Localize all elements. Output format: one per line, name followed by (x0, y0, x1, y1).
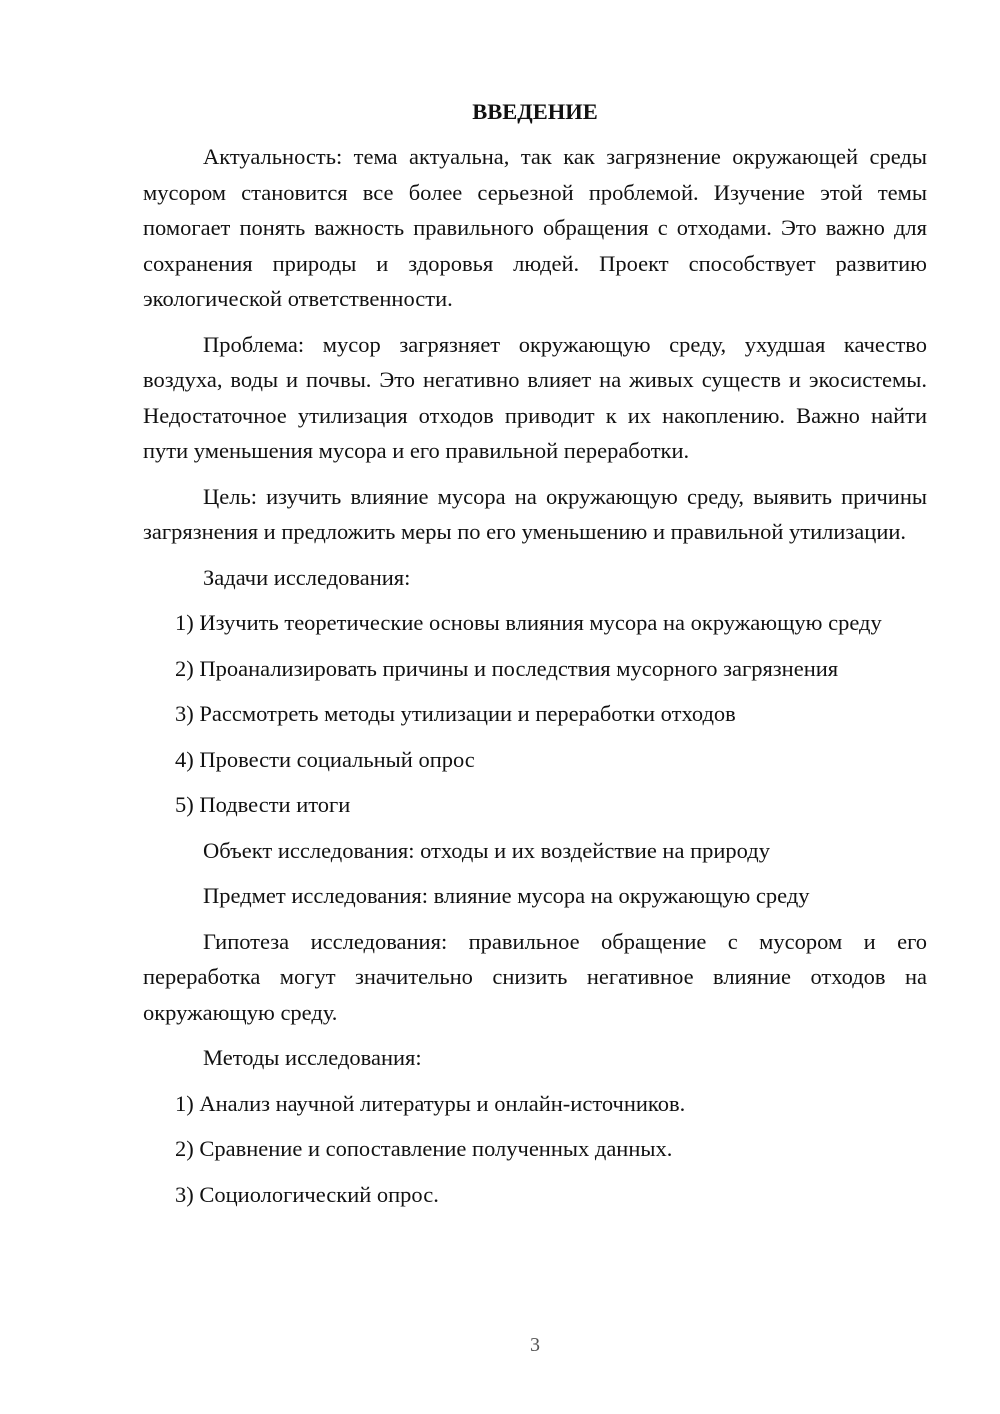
relevance-paragraph: Актуальность: тема актуальна, так как загрязнение окружающей среды мусором становится все более серьезной проблемой. Изучение этой темы помогает понять важность правильного обращения с отходами. Это важно для сохранения природы и здоровья людей. Проект способствует развитию экологической ответственности. (143, 144, 927, 311)
task-item: 4) Провести социальный опрос (175, 746, 475, 772)
task-item: 3) Рассмотреть методы утилизации и переработки отходов (175, 701, 736, 726)
problem-paragraph: Проблема: мусор загрязняет окружающую среду, ухудшая качество воздуха, воды и почвы. Это негативно влияет на живых существ и экосистемы. Недостаточное утилизация отходов приводит к их накоплению. Важно найти пути уменьшения мусора и его правильной переработки. (143, 331, 927, 463)
page-content (143, 94, 927, 1222)
object-paragraph: Объект исследования: отходы и их воздействие на природу (203, 837, 770, 863)
method-item: 3) Социологический опрос. (175, 1181, 439, 1207)
task-item: 1) Изучить теоретические основы влияния мусора на окружающую среду (175, 610, 882, 635)
subject-paragraph: Предмет исследования: влияние мусора на окружающую среду (203, 883, 810, 908)
task-item: 5) Подвести итоги (175, 792, 351, 817)
page-number: 3 (530, 1334, 540, 1356)
section-title: ВВЕДЕНИЕ (472, 99, 598, 124)
hypothesis-paragraph: Гипотеза исследования: правильное обращение с мусором и его переработка могут значительно снизить негативное влияние отходов на окружающую среду. (143, 928, 927, 1025)
task-item: 2) Проанализировать причины и последствия мусорного загрязнения (175, 655, 839, 681)
goal-paragraph: Цель: изучить влияние мусора на окружающую среду, выявить причины загрязнения и предложить меры по его уменьшению и правильной утилизации. (143, 483, 927, 544)
method-item: 2) Сравнение и сопоставление полученных данных. (175, 1136, 673, 1161)
method-item: 1) Анализ научной литературы и онлайн-источников. (175, 1090, 686, 1116)
tasks-heading: Задачи исследования: (203, 564, 411, 590)
methods-heading: Методы исследования: (203, 1045, 422, 1070)
